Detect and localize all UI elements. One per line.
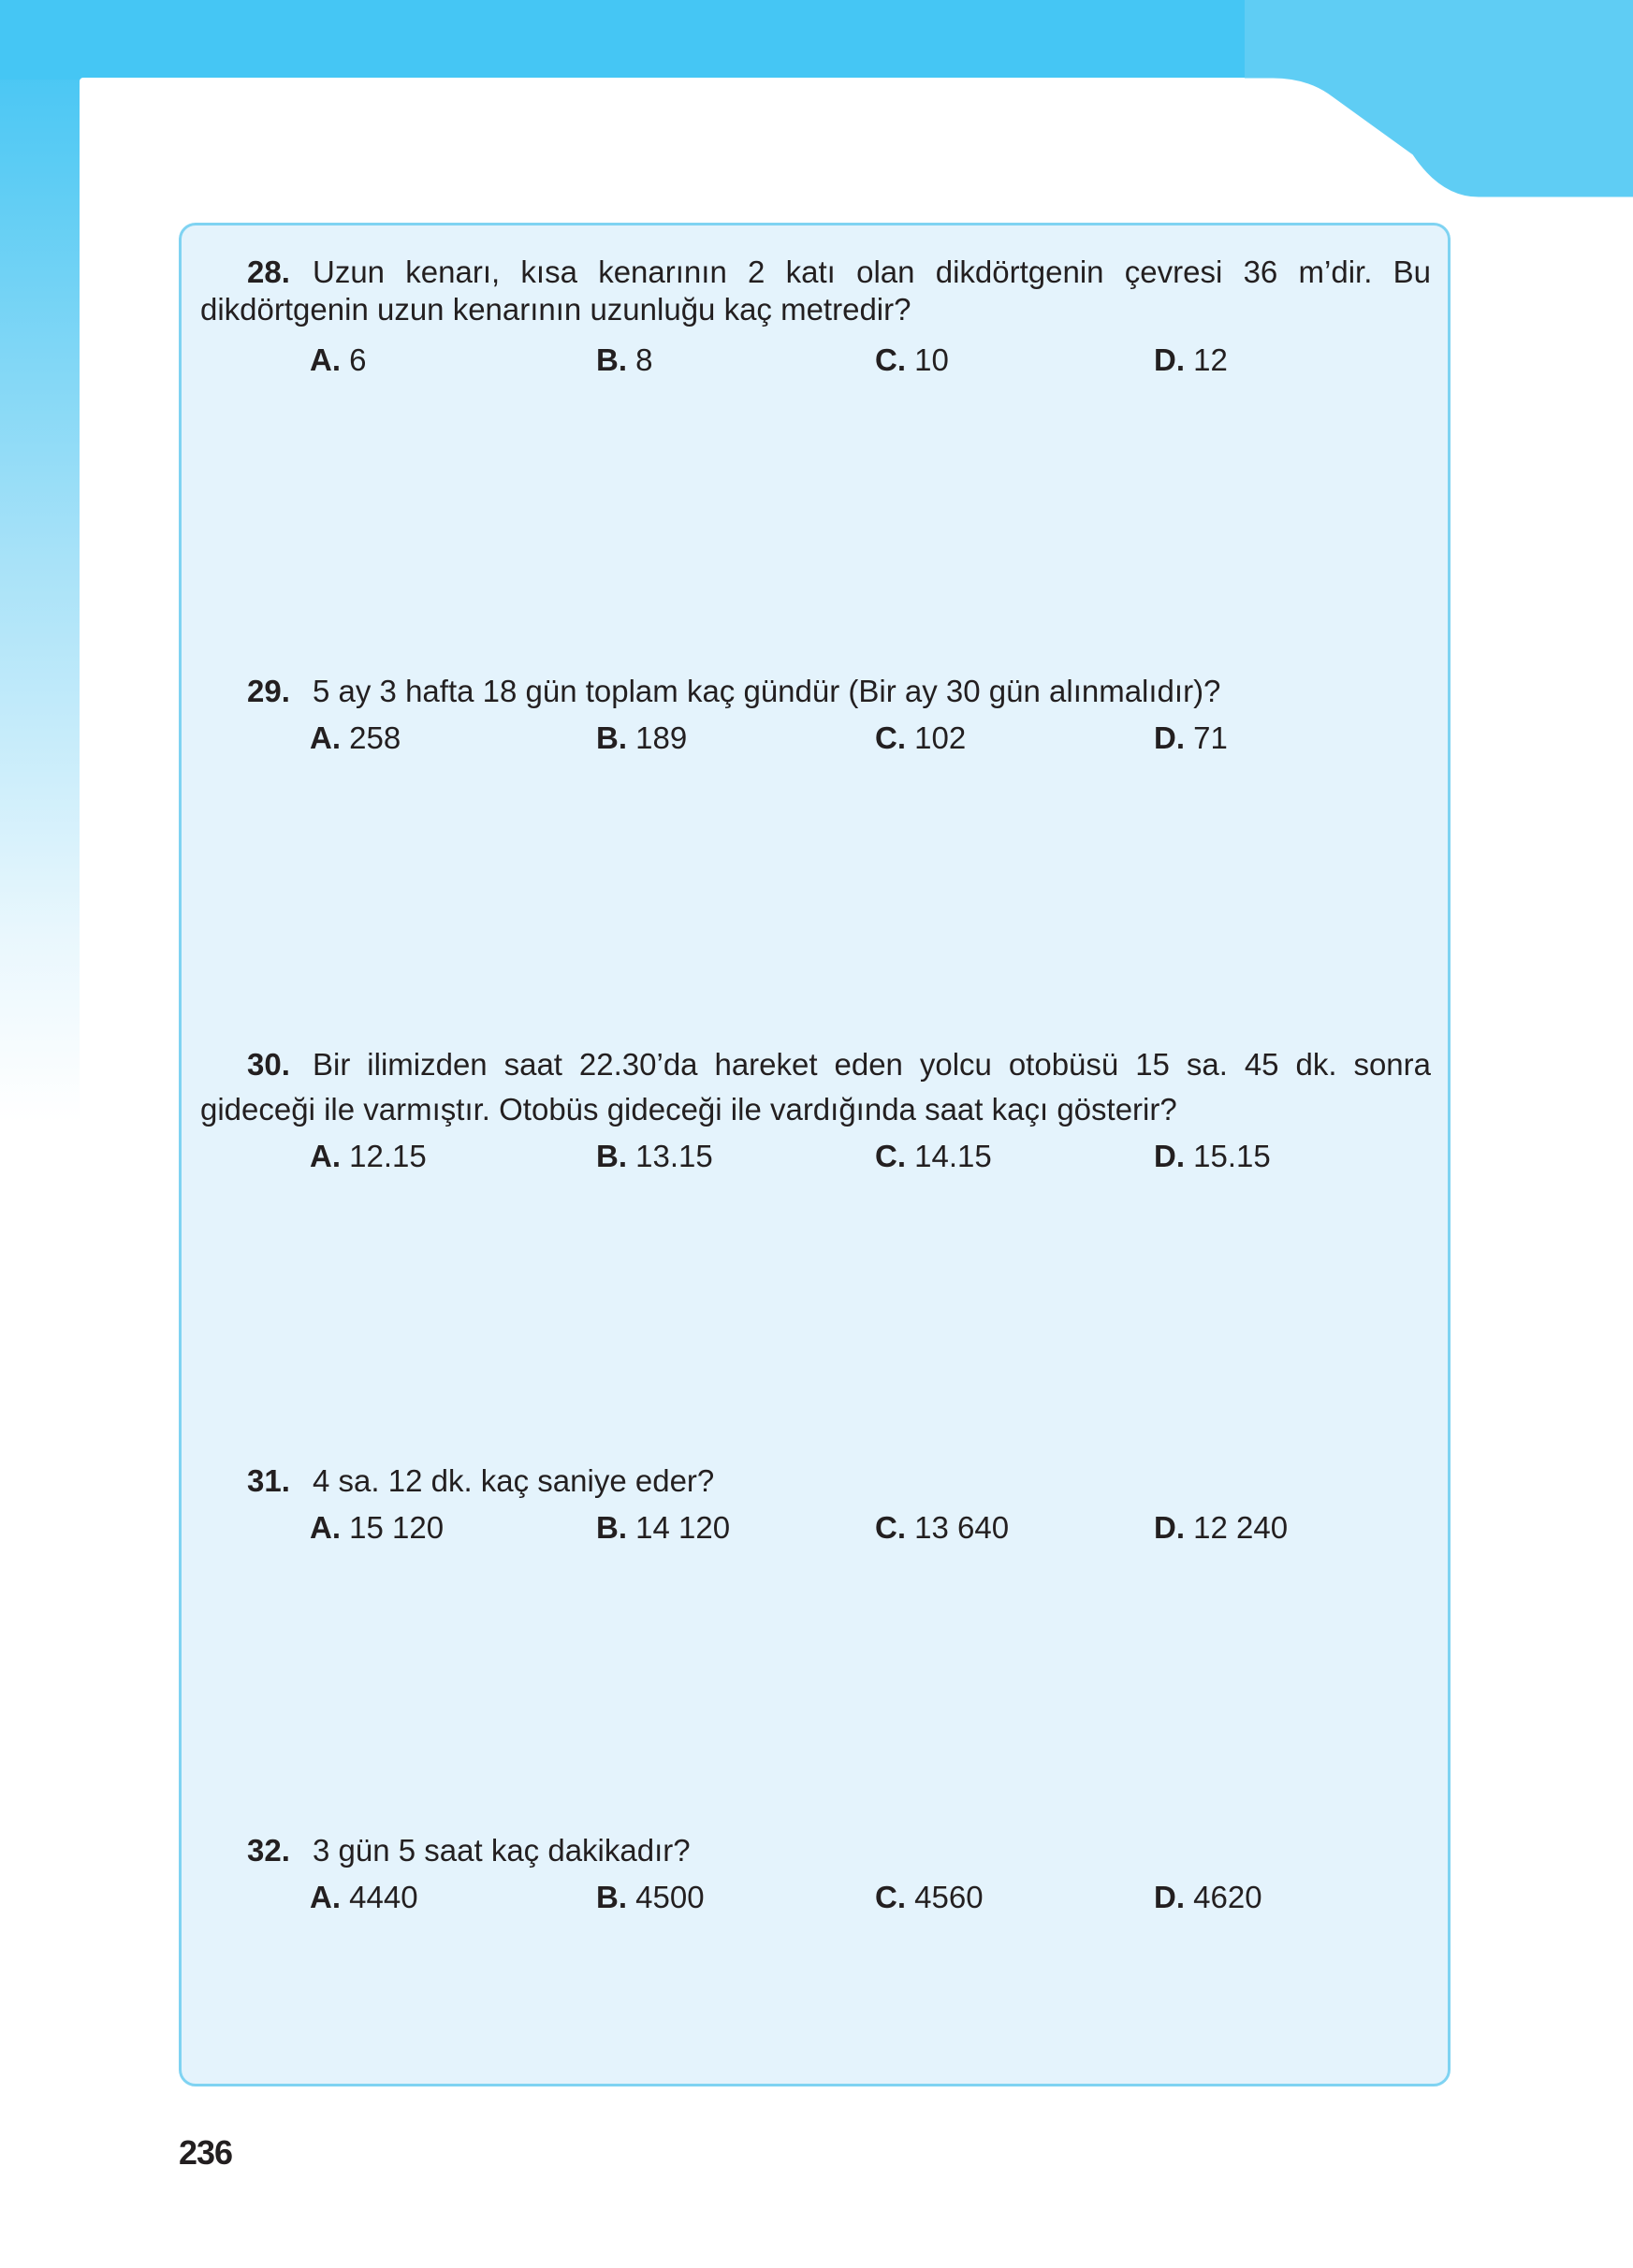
option-b[interactable]: B. 13.15 <box>596 1139 713 1173</box>
question-number: 30. <box>247 1047 290 1082</box>
option-c[interactable]: C. 14.15 <box>875 1139 992 1173</box>
answer-options <box>182 718 1448 759</box>
answer-options <box>182 1877 1448 1918</box>
option-c[interactable]: C. 4560 <box>875 1880 984 1914</box>
question-31 <box>182 1462 1448 1548</box>
option-b[interactable]: B. 8 <box>596 342 653 377</box>
question-32 <box>182 1832 1448 1918</box>
option-d[interactable]: D. 15.15 <box>1154 1139 1271 1173</box>
answer-options <box>182 1507 1448 1548</box>
option-c[interactable]: C. 10 <box>875 342 949 377</box>
option-c[interactable]: C. 102 <box>875 720 967 755</box>
question-text: 3 gün 5 saat kaç dakikadır? <box>313 1833 691 1868</box>
question-text: 4 sa. 12 dk. kaç saniye eder? <box>313 1463 715 1498</box>
option-c[interactable]: C. 13 640 <box>875 1510 1010 1545</box>
question-text: Uzun kenarı, kısa kenarının 2 katı olan dikdörtgenin çevresi 36 m’dir. Bu dikdörtgenin uzun kenarının uzunluğu kaç metredir? <box>200 254 1431 327</box>
option-d[interactable]: D. 12 240 <box>1154 1510 1289 1545</box>
question-panel <box>179 223 1451 2086</box>
question-number: 32. <box>247 1833 290 1868</box>
answer-options <box>182 1136 1448 1177</box>
option-b[interactable]: B. 4500 <box>596 1880 705 1914</box>
question-number: 29. <box>247 674 290 708</box>
option-b[interactable]: B. 14 120 <box>596 1510 731 1545</box>
option-d[interactable]: D. 71 <box>1154 720 1228 755</box>
question-28 <box>182 254 1448 381</box>
question-text: 5 ay 3 hafta 18 gün toplam kaç gündür (Bir ay 30 gün alınmalıdır)? <box>313 674 1221 708</box>
question-29 <box>182 673 1448 759</box>
page-number: 236 <box>179 2133 233 2172</box>
option-a[interactable]: A. 15 120 <box>310 1510 445 1545</box>
header-band <box>0 0 1633 80</box>
option-d[interactable]: D. 4620 <box>1154 1880 1262 1914</box>
question-number: 31. <box>247 1463 290 1498</box>
option-a[interactable]: A. 258 <box>310 720 401 755</box>
question-30 <box>182 1042 1448 1177</box>
answer-options <box>182 340 1448 381</box>
option-a[interactable]: A. 12.15 <box>310 1139 427 1173</box>
option-b[interactable]: B. 189 <box>596 720 688 755</box>
option-a[interactable]: A. 6 <box>310 342 367 377</box>
option-a[interactable]: A. 4440 <box>310 1880 418 1914</box>
question-text: Bir ilimizden saat 22.30’da hareket eden yolcu otobüsü 15 sa. 45 dk. sonra gideceği ile varmıştır. Otobüs gideceği ile vardığında saat kaçı gösterir? <box>200 1047 1431 1127</box>
option-d[interactable]: D. 12 <box>1154 342 1228 377</box>
question-number: 28. <box>247 254 290 289</box>
